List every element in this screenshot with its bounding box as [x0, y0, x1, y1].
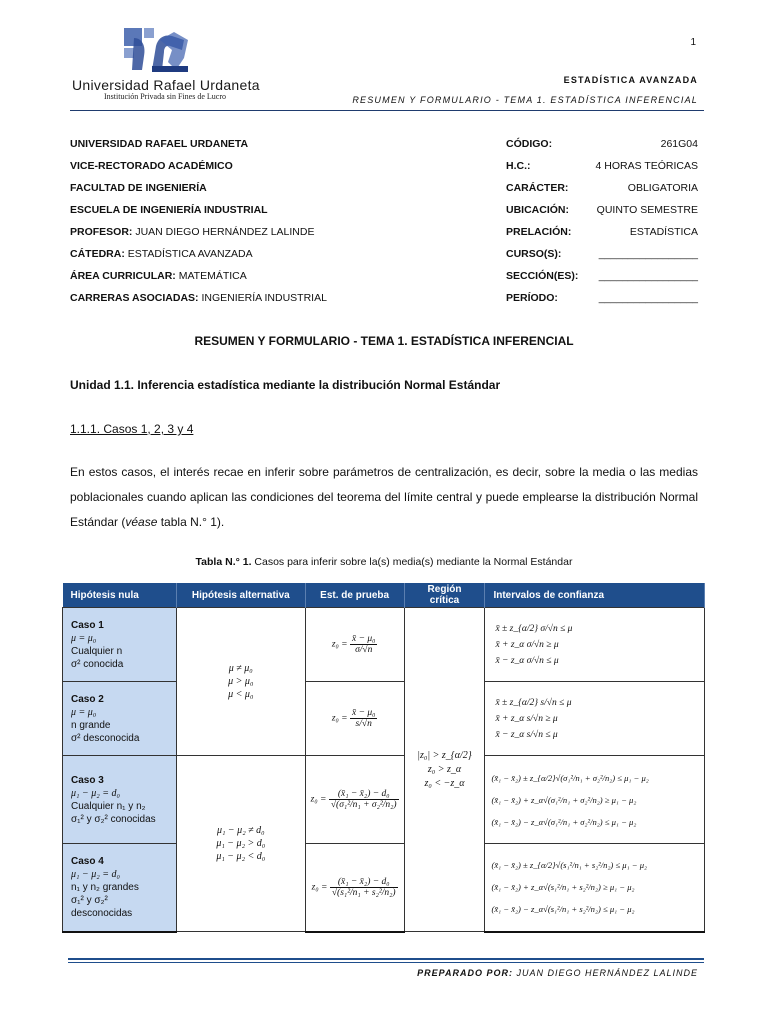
info-right-value-codigo: 261G04 [660, 138, 698, 150]
ci-line: (x̄₁ − x̄₂) + z_α√(s₁²/n₁ + s₂²/n₂) ≥ μ₁ − μ₂ [491, 882, 635, 893]
case-4-cell [63, 844, 177, 932]
case-line: μ = μ₀ [71, 706, 97, 718]
stat-fraction: $\frac{\text{x̄ − μ₀}}{\sigma/√n}$ [351, 634, 376, 655]
col-header-ci: Intervalos de confianza [485, 583, 705, 608]
stat-fraction: $\frac{\text{(x̄₁ − x̄₂) − d₀}}{\text{√(σ₁²/n₁ + σ₂²/n₂)}}$ [330, 789, 397, 810]
info-right-value-secciones: _________________ [598, 270, 698, 282]
ci-line: (x̄₁ − x̄₂) ± z_{α/2}√(s₁²/n₁ + s₂²/n₂) ≤ μ₁ − μ₂ [491, 860, 648, 871]
case-line: μ₁ − μ₂ = d₀ [71, 787, 120, 799]
info-right-label-caracter: CARÁCTER: [506, 182, 569, 194]
ci-line: x̄ − z_α s/√n ≤ μ [495, 729, 558, 740]
ci-line: x̄ + z_α σ/√n ≥ μ [495, 639, 559, 650]
ci-line: (x̄₁ − x̄₂) − z_α√(σ₁²/n₁ + σ₂²/n₂) ≤ μ₁ − μ₂ [491, 816, 637, 827]
info-right-label-prelacion: PRELACIÓN: [506, 226, 572, 238]
col-header-alt: Hipótesis alternativa [176, 583, 305, 608]
alt-hypothesis-two [176, 756, 305, 932]
case-line: Cualquier n [71, 645, 123, 657]
test-stat-3 [305, 756, 404, 844]
footer-rule [68, 958, 704, 960]
info-right-label-secciones: SECCIÓN(ES): [506, 270, 579, 282]
info-right-label-periodo: PERÍODO: [506, 292, 558, 304]
alt-hypothesis-one [176, 608, 305, 756]
case-line: μ₁ − μ₂ = d₀ [71, 868, 120, 880]
ci-line: (x̄₁ − x̄₂) + z_α√(σ₁²/n₁ + σ₂²/n₂) ≥ μ₁ − μ₂ [491, 794, 637, 805]
case-name: Caso 4 [71, 855, 104, 867]
info-right-value-periodo: _________________ [598, 292, 698, 304]
cases-table [62, 583, 705, 933]
course-title: ESTADÍSTICA AVANZADA [563, 75, 698, 85]
ci-case-4 [485, 844, 705, 932]
info-left-3: ESCUELA DE INGENIERÍA INDUSTRIAL [70, 204, 268, 216]
info-left-catedra: CÁTEDRA: ESTADÍSTICA AVANZADA [70, 248, 253, 260]
case-line: σ² conocida [71, 658, 124, 670]
critical-line: z₀ < −z_α [424, 777, 465, 789]
ci-line: x̄ + z_α s/√n ≥ μ [495, 713, 558, 724]
intro-paragraph: En estos casos, el interés recae en inferir sobre parámetros de centralización, es decir, sobre la media o las medias poblacionales cuando aplican las condiciones del teorema del límite central y puede emplearse la distribución Normal Estándar (véase tabla N.° 1). [70, 465, 698, 529]
table-header-row [63, 583, 705, 608]
ci-case-2 [485, 682, 705, 756]
case-3-cell [63, 756, 177, 844]
case-line: Cualquier n₁ y n₂ [71, 800, 146, 812]
alt-line: μ > μ₀ [228, 676, 254, 687]
info-left-area: ÁREA CURRICULAR: MATEMÁTICA [70, 270, 247, 282]
ci-line: (x̄₁ − x̄₂) − z_α√(s₁²/n₁ + s₂²/n₂) ≤ μ₁ − μ₂ [491, 904, 635, 915]
alt-line: μ < μ₀ [228, 689, 254, 700]
table-row [63, 608, 705, 682]
col-header-null: Hipótesis nula [63, 583, 177, 608]
header-rule [70, 110, 704, 111]
info-left-professor: PROFESOR: JUAN DIEGO HERNÁNDEZ LALINDE [70, 226, 315, 238]
table-caption: Tabla N.° 1. Casos para inferir sobre la(s) media(s) mediante la Normal Estándar [195, 556, 573, 568]
col-header-stat: Est. de prueba [305, 583, 404, 608]
case-line: σ² desconocida [71, 732, 140, 744]
table-row [63, 682, 705, 756]
stat-fraction: $\frac{\text{x̄ − μ₀}}{s/√n}$ [351, 708, 376, 729]
info-right-label-codigo: CÓDIGO: [506, 138, 553, 150]
table-row [63, 844, 705, 932]
ci-line: x̄ ± z_{α/2} σ/√n ≤ μ [495, 623, 573, 634]
info-right-label-ubicacion: UBICACIÓN: [506, 204, 569, 216]
info-right-value-ubicacion: QUINTO SEMESTRE [596, 204, 698, 216]
critical-line: |z₀| > z_{α/2} [417, 749, 472, 761]
alt-line: μ₁ − μ₂ ≠ d₀ [216, 825, 265, 836]
case-line: σ₁² y σ₂² desconocidas [71, 894, 133, 919]
test-stat-1 [305, 608, 404, 682]
info-left-carreras: CARRERAS ASOCIADAS: INGENIERÍA INDUSTRIAL [70, 292, 327, 304]
case-name: Caso 1 [71, 619, 104, 631]
alt-line: μ₁ − μ₂ > d₀ [216, 838, 266, 849]
ci-line: x̄ ± z_{α/2} s/√n ≤ μ [495, 697, 572, 708]
case-2-cell [63, 682, 177, 756]
case-line: n₁ y n₂ grandes [71, 881, 139, 893]
subsection-title: 1.1.1. Casos 1, 2, 3 y 4 [70, 422, 194, 436]
page-number: 1 [690, 37, 696, 48]
stat-fraction: $\frac{\text{(x̄₁ − x̄₂) − d₀}}{\text{√(s₁²/n₁ + s₂²/n₂)}}$ [331, 876, 396, 898]
info-left-1: VICE-RECTORADO ACADÉMICO [70, 160, 233, 172]
test-stat-2 [305, 682, 404, 756]
stat-lhs: z₀ = [311, 882, 328, 893]
stat-lhs: z₀ = [331, 639, 348, 650]
alt-line: μ ≠ μ₀ [228, 663, 253, 674]
case-name: Caso 3 [71, 774, 104, 786]
stat-lhs: z₀ = [331, 713, 348, 724]
critical-line: z₀ > z_α [427, 763, 462, 775]
unit-title: Unidad 1.1. Inferencia estadística mediante la distribución Normal Estándar [70, 378, 501, 392]
stat-lhs: z₀ = [310, 794, 327, 805]
info-right-value-hc: 4 HORAS TEÓRICAS [595, 160, 698, 172]
case-1-cell [63, 608, 177, 682]
critical-region [404, 608, 485, 932]
ci-line: x̄ − z_α σ/√n ≤ μ [495, 655, 559, 666]
ci-case-3 [485, 756, 705, 844]
info-right-value-prelacion: ESTADÍSTICA [629, 226, 698, 238]
col-header-region: Región crítica [404, 583, 485, 608]
ci-case-1 [485, 608, 705, 682]
footer-prepared-by: PREPARADO POR: JUAN DIEGO HERNÁNDEZ LALINDE [417, 968, 698, 978]
case-line: n grande [71, 719, 111, 731]
info-left-0: UNIVERSIDAD RAFAEL URDANETA [70, 138, 249, 150]
info-right-label-cursos: CURSO(S): [506, 248, 562, 260]
footer-rule-thin [68, 962, 704, 963]
info-left-2: FACULTAD DE INGENIERÍA [70, 182, 207, 194]
alt-line: μ₁ − μ₂ < d₀ [216, 851, 266, 862]
university-name: Universidad Rafael Urdaneta [72, 77, 260, 93]
case-line: σ₁² y σ₂² conocidas [71, 813, 156, 825]
main-title: RESUMEN Y FORMULARIO - TEMA 1. ESTADÍSTICA INFERENCIAL [194, 334, 574, 348]
case-line: μ = μ₀ [71, 632, 97, 644]
document-title: RESUMEN Y FORMULARIO - TEMA 1. ESTADÍSTICA INFERENCIAL [352, 95, 698, 105]
test-stat-4 [305, 844, 404, 932]
ci-line: (x̄₁ − x̄₂) ± z_{α/2}√(σ₁²/n₁ + σ₂²/n₂) ≤ μ₁ − μ₂ [491, 772, 649, 783]
table-row [63, 756, 705, 844]
info-right-value-cursos: _________________ [598, 248, 698, 260]
info-right-value-caracter: OBLIGATORIA [627, 182, 698, 194]
university-subtitle: Institución Privada sin Fines de Lucro [104, 92, 226, 101]
case-name: Caso 2 [71, 693, 104, 705]
logo-graphic [72, 26, 247, 78]
info-right-label-hc: H.C.: [506, 160, 531, 172]
